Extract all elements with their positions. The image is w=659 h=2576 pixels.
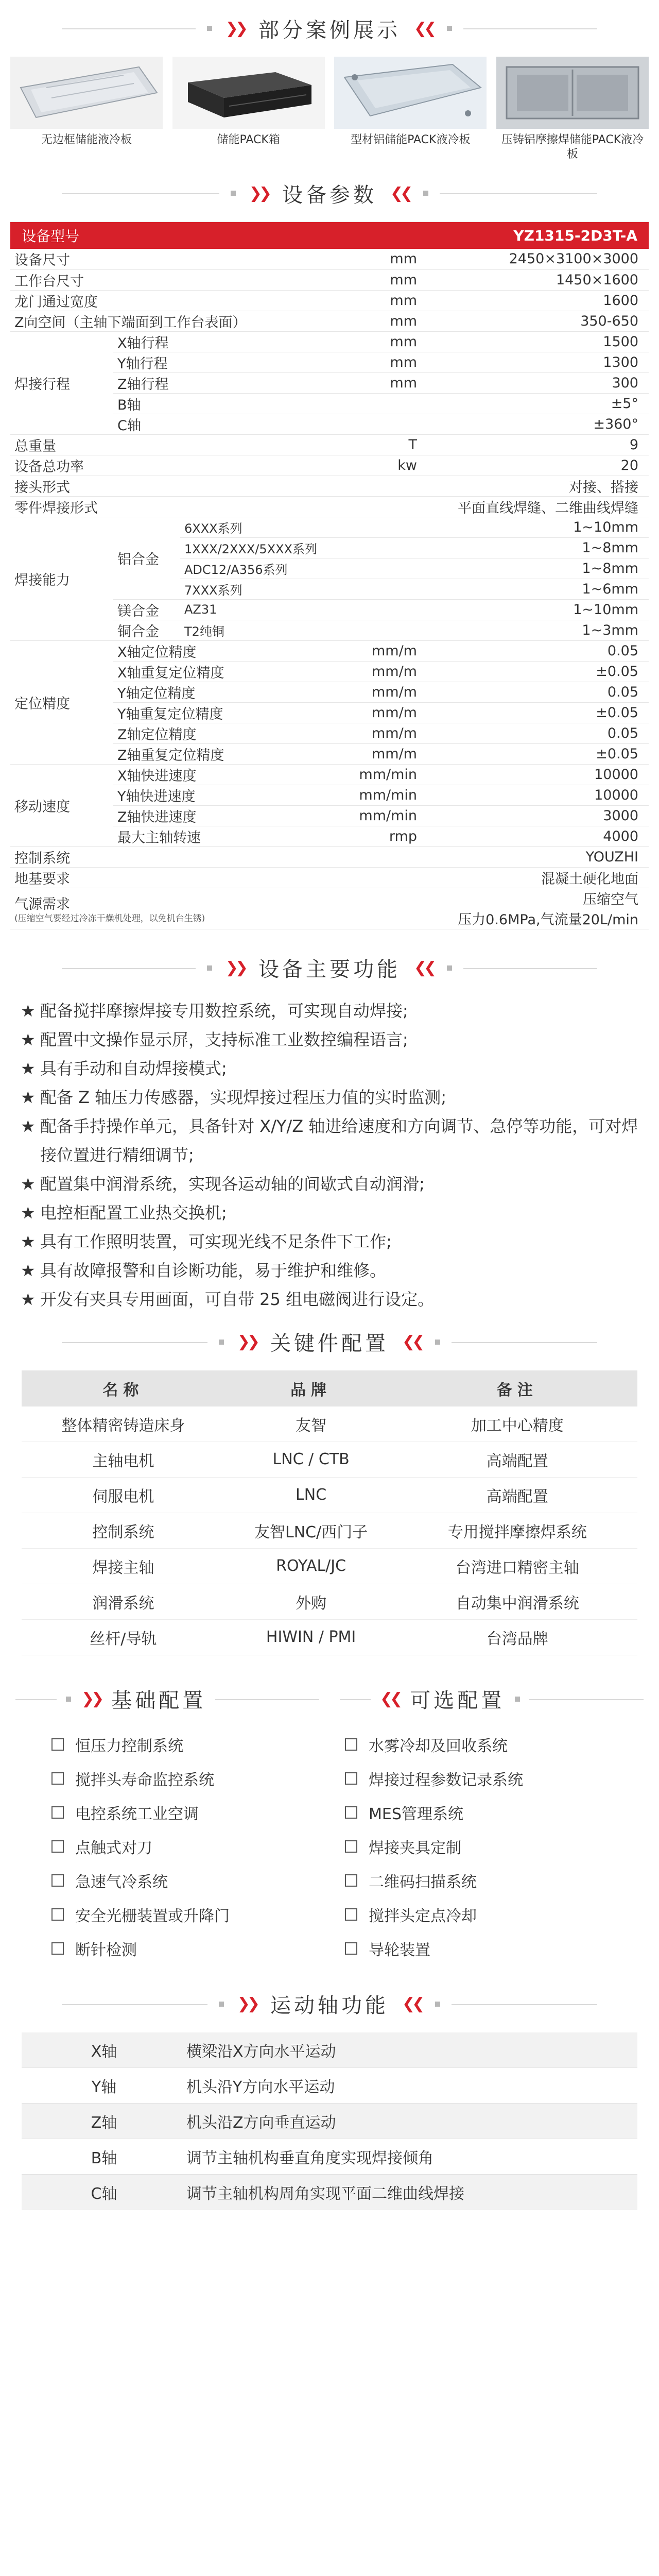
spec-row: Z轴重复定位精度 mm/m ±0.05 xyxy=(10,743,649,764)
spec-row: 定位精度 X轴定位精度 mm/m 0.05 xyxy=(10,640,649,661)
square-icon xyxy=(231,191,236,196)
air-value-1: 压缩空气 xyxy=(583,892,638,908)
spec-table xyxy=(10,222,649,929)
air-note: (压缩空气要经过冷冻干燥机处理，以免机台生锈) xyxy=(14,913,205,924)
model-value: YZ1315-2D3T-A xyxy=(513,227,637,244)
spec-row: B轴 ±5° xyxy=(10,393,649,414)
model-label: 设备型号 xyxy=(22,228,80,245)
table-row: 丝杆/导轨 HIWIN / PMI 台湾品牌 xyxy=(22,1620,637,1655)
basic-config-item: 断针检测 xyxy=(51,1931,330,1965)
feature-list xyxy=(0,996,659,1314)
case-item xyxy=(172,57,325,165)
basic-config-item: 恒压力控制系统 xyxy=(51,1727,330,1761)
checkbox-icon xyxy=(51,1738,64,1751)
table-row: 主轴电机 LNC / CTB 高端配置 xyxy=(22,1442,637,1478)
spec-row: 铜合金 T2纯铜 1~3mm xyxy=(10,620,649,640)
die-cast-cold-plate-image xyxy=(496,57,649,129)
spec-row: 控制系统 YOUZHI xyxy=(10,846,649,867)
spec-row: 总重量 T 9 xyxy=(10,434,649,455)
spec-row: 龙门通过宽度 mm 1600 xyxy=(10,290,649,311)
spec-row: Z向空间（主轴下端面到工作台表面） mm 350-650 xyxy=(10,311,649,331)
square-icon xyxy=(447,965,452,971)
feature-item: ★ 配备搅拌摩擦焊接专用数控系统，可实现自动焊接; xyxy=(21,996,638,1025)
star-icon: ★ xyxy=(21,1116,36,1136)
chevron-right-icon: ❯❯ xyxy=(237,1995,257,2013)
table-row: C轴 调节主轴机构周角实现平面二维曲线焊接 xyxy=(22,2175,637,2210)
chevron-left-icon: ❮❮ xyxy=(380,1690,400,1708)
checkbox-icon xyxy=(51,1908,64,1921)
checkbox-icon xyxy=(51,1942,64,1955)
precision-group-label: 定位精度 xyxy=(10,640,113,764)
spec-row: 7XXX系列 1~6mm xyxy=(10,579,649,599)
chevron-left-icon: ❮❮ xyxy=(414,959,434,977)
star-icon: ★ xyxy=(21,1202,36,1223)
star-icon: ★ xyxy=(21,1029,36,1049)
checkbox-icon xyxy=(51,1772,64,1785)
features-section-title xyxy=(0,940,659,996)
cu-group-label: 铜合金 xyxy=(113,620,180,640)
cases-section-title xyxy=(0,0,659,57)
spec-row: 设备尺寸 mm 2450×3100×3000 xyxy=(10,249,649,269)
table-row: 伺服电机 LNC 高端配置 xyxy=(22,1478,637,1513)
table-row: Z轴 机头沿Z方向垂直运动 xyxy=(22,2104,637,2139)
star-icon: ★ xyxy=(21,1289,36,1309)
table-row: 润滑系统 外购 自动集中润滑系统 xyxy=(22,1584,637,1620)
feature-item: ★ 电控柜配置工业热交换机; xyxy=(21,1198,638,1227)
speed-group-label: 移动速度 xyxy=(10,764,113,846)
optional-config-item: 焊接过程参数记录系统 xyxy=(345,1761,623,1795)
spec-row: 焊接行程 X轴行程 mm 1500 xyxy=(10,331,649,352)
checkbox-icon xyxy=(345,1806,357,1819)
section-title-text: 关键件配置 xyxy=(270,1332,389,1355)
config-lists xyxy=(0,1727,659,1965)
basic-config-item: 搅拌头寿命监控系统 xyxy=(51,1761,330,1795)
spec-row: Z轴定位精度 mm/m 0.05 xyxy=(10,723,649,743)
spec-row: X轴重复定位精度 mm/m ±0.05 xyxy=(10,661,649,682)
star-icon: ★ xyxy=(21,1087,36,1107)
table-row: 控制系统 友智LNC/西门子 专用搅拌摩擦焊系统 xyxy=(22,1513,637,1549)
square-icon xyxy=(207,26,212,31)
axis-table xyxy=(22,2032,637,2210)
travel-group-label: 焊接行程 xyxy=(10,331,113,434)
case-caption: 压铸铝摩擦焊储能PACK液冷板 xyxy=(501,133,644,161)
al-group-label: 铝合金 xyxy=(113,517,180,599)
square-icon xyxy=(515,1697,520,1702)
star-icon: ★ xyxy=(21,1260,36,1280)
case-item xyxy=(10,57,163,165)
checkbox-icon xyxy=(51,1806,64,1819)
checkbox-icon xyxy=(51,1874,64,1887)
case-item xyxy=(334,57,487,165)
chevron-left-icon: ❮❮ xyxy=(390,184,410,202)
checkbox-icon xyxy=(345,1738,357,1751)
star-icon: ★ xyxy=(21,1174,36,1194)
basic-config-item: 安全光栅装置或升降门 xyxy=(51,1897,330,1931)
table-row: X轴 横梁沿X方向水平运动 xyxy=(22,2032,637,2068)
optional-config-item: MES管理系统 xyxy=(345,1795,623,1829)
spec-row: 设备总功率 kw 20 xyxy=(10,455,649,476)
checkbox-icon xyxy=(345,1874,357,1887)
profile-cold-plate-image xyxy=(334,57,487,129)
spec-row: 1XXX/2XXX/5XXX系列 1~8mm xyxy=(10,537,649,558)
case-caption: 无边框储能液冷板 xyxy=(41,133,132,146)
checkbox-icon xyxy=(345,1908,357,1921)
axis-section-title xyxy=(0,1976,659,2032)
chevron-left-icon: ❮❮ xyxy=(402,1333,422,1351)
star-icon: ★ xyxy=(21,1231,36,1251)
chevron-right-icon: ❯❯ xyxy=(237,1333,257,1351)
spec-row xyxy=(10,888,649,929)
star-icon: ★ xyxy=(21,1001,36,1021)
table-row: B轴 调节主轴机构垂直角度实现焊接倾角 xyxy=(22,2139,637,2175)
optional-config-list xyxy=(330,1727,623,1965)
table-row: 焊接主轴 ROYAL/JC 台湾进口精密主轴 xyxy=(22,1549,637,1584)
case-item xyxy=(496,57,649,165)
spec-row: 移动速度 X轴快进速度 mm/min 10000 xyxy=(10,764,649,785)
feature-item: ★ 具有手动和自动焊接模式; xyxy=(21,1054,638,1083)
spec-row: 工作台尺寸 mm 1450×1600 xyxy=(10,269,649,290)
spec-row: ADC12/A356系列 1~8mm xyxy=(10,558,649,579)
feature-item: ★ 具有工作照明装置，可实现光线不足条件下工作; xyxy=(21,1227,638,1256)
optional-config-item: 搅拌头定点冷却 xyxy=(345,1897,623,1931)
table-row: 整体精密铸造床身 友智 加工中心精度 xyxy=(22,1406,637,1442)
optional-config-item: 焊接夹具定制 xyxy=(345,1829,623,1863)
checkbox-icon xyxy=(345,1840,357,1853)
spec-row: Y轴快进速度 mm/min 10000 xyxy=(10,785,649,805)
spec-row: Y轴定位精度 mm/m 0.05 xyxy=(10,682,649,702)
spec-section-title xyxy=(0,165,659,222)
optional-config-item: 二维码扫描系统 xyxy=(345,1863,623,1897)
square-icon xyxy=(66,1697,71,1702)
feature-item: ★ 具有故障报警和自诊断功能，易于维护和维修。 xyxy=(21,1256,638,1285)
chevron-left-icon: ❮❮ xyxy=(402,1995,422,2013)
feature-item: ★ 开发有夹具专用画面，可自带 25 组电磁阀进行设定。 xyxy=(21,1285,638,1314)
feature-item: ★ 配置中文操作显示屏，支持标准工业数控编程语言; xyxy=(21,1025,638,1054)
basic-config-list xyxy=(36,1727,330,1965)
ability-group-label: 焊接能力 xyxy=(10,517,113,640)
air-value-2: 压力0.6MPa,气流量20L/min xyxy=(458,912,638,928)
chevron-right-icon: ❯❯ xyxy=(225,19,245,38)
spec-row: Z轴行程 mm 300 xyxy=(10,372,649,393)
basic-config-title: ❯❯ 基础配置 xyxy=(0,1671,330,1727)
basic-config-item: 急速气冷系统 xyxy=(51,1863,330,1897)
checkbox-icon xyxy=(51,1840,64,1853)
square-icon xyxy=(423,191,428,196)
spec-row: 地基要求 混凝土硬化地面 xyxy=(10,867,649,888)
section-title-text: 运动轴功能 xyxy=(270,1994,389,2018)
basic-config-item: 点触式对刀 xyxy=(51,1829,330,1863)
square-icon xyxy=(219,1340,224,1345)
square-icon xyxy=(435,1340,440,1345)
checkbox-icon xyxy=(345,1772,357,1785)
square-icon xyxy=(447,26,452,31)
table-header: 名称 品牌 备注 xyxy=(22,1370,637,1406)
section-title-text: 部分案例展示 xyxy=(258,18,401,42)
optional-config-title: ❮❮ 可选配置 xyxy=(330,1671,659,1727)
air-label: 气源需求 xyxy=(14,896,70,912)
case-caption: 储能PACK箱 xyxy=(217,133,280,146)
spec-row: C轴 ±360° xyxy=(10,414,649,434)
feature-item: ★ 配备 Z 轴压力传感器，实现焊接过程压力值的实时监测; xyxy=(21,1083,638,1112)
section-title-text: 设备主要功能 xyxy=(258,958,401,981)
optional-config-item: 导轮装置 xyxy=(345,1931,623,1965)
key-components-section-title xyxy=(0,1314,659,1370)
chevron-right-icon: ❯❯ xyxy=(225,959,245,977)
optional-config-item: 水雾冷却及回收系统 xyxy=(345,1727,623,1761)
spec-row: Y轴行程 mm 1300 xyxy=(10,352,649,372)
spec-row: Y轴重复定位精度 mm/m ±0.05 xyxy=(10,702,649,723)
feature-item: ★ 配置集中润滑系统，实现各运动轴的间歇式自动润滑; xyxy=(21,1170,638,1198)
chevron-left-icon: ❮❮ xyxy=(414,19,434,38)
basic-config-item: 电控系统工业空调 xyxy=(51,1795,330,1829)
case-gallery xyxy=(0,57,659,165)
key-components-table xyxy=(22,1370,637,1655)
spec-row: 最大主轴转速 rmp 4000 xyxy=(10,826,649,846)
spec-row: 镁合金 AZ31 1~10mm xyxy=(10,599,649,620)
square-icon xyxy=(207,965,212,971)
chevron-right-icon: ❯❯ xyxy=(81,1690,101,1708)
frameless-cold-plate-image xyxy=(10,57,163,129)
chevron-right-icon: ❯❯ xyxy=(249,184,269,202)
section-title-text: 设备参数 xyxy=(282,183,377,207)
pack-box-image xyxy=(172,57,325,129)
table-row: Y轴 机头沿Y方向水平运动 xyxy=(22,2068,637,2104)
star-icon: ★ xyxy=(21,1058,36,1078)
checkbox-icon xyxy=(345,1942,357,1955)
mg-group-label: 镁合金 xyxy=(113,599,180,620)
spec-row: 零件焊接形式 平面直线焊缝、二维曲线焊缝 xyxy=(10,496,649,517)
spec-row: Z轴快进速度 mm/min 3000 xyxy=(10,805,649,826)
square-icon xyxy=(435,2002,440,2007)
spec-header xyxy=(10,222,649,249)
spec-row: 焊接能力 铝合金 6XXX系列 1~10mm xyxy=(10,517,649,537)
square-icon xyxy=(219,2002,224,2007)
case-caption: 型材铝储能PACK液冷板 xyxy=(351,133,471,146)
spec-row: 接头形式 对接、搭接 xyxy=(10,476,649,496)
feature-item: ★ 配备手持操作单元，具备针对 X/Y/Z 轴进给速度和方向调节、急停等功能，可对焊接位置进行精细调节; xyxy=(21,1112,638,1170)
